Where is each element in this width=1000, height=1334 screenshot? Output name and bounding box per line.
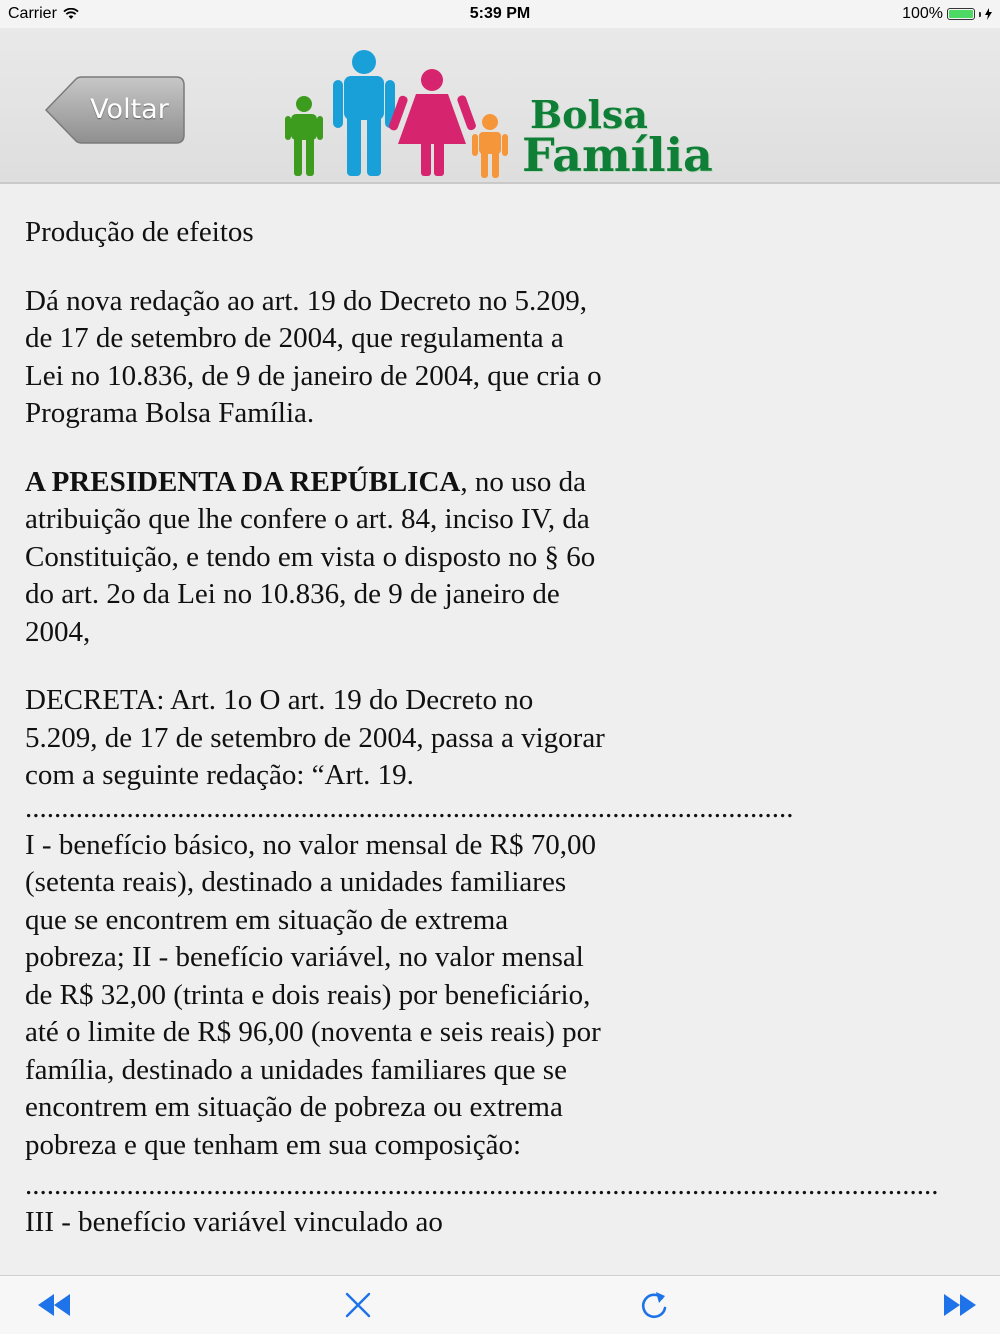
document-content	[25, 214, 985, 1274]
paragraph-beneficios: I - benefício básico, no valor mensal de R$ 70,00 (setenta reais), destinado a unidades familiares que se encontrem em situação de extrema pobreza; II - benefício variável, no valor mensal de R$ 32,00 (trinta e dois reais) por beneficiário, até o limite de R$ 96,00 (noventa e seis reais) por família, destinado a unidades familiares que se encontrem em situação de pobreza ou extrema pobreza e que tenham em sua composição:	[25, 828, 601, 1161]
rewind-icon	[36, 1288, 76, 1322]
paragraph-ementa: Dá nova redação ao art. 19 do Decreto no 5.209, de 17 de setembro de 2004, que regulamenta a Lei no 10.836, de 9 de janeiro de 2004, que cria o Programa Bolsa Família.	[25, 284, 602, 429]
close-button[interactable]	[338, 1288, 378, 1322]
fast-forward-icon	[938, 1288, 978, 1322]
bottom-toolbar	[0, 1275, 1000, 1334]
battery-icon	[947, 8, 975, 20]
document-heading: Produção de efeitos	[25, 216, 254, 248]
battery-tip	[979, 12, 981, 17]
logo-word-familia: Família	[522, 128, 713, 182]
dotted-separator-2: ..............................................................................................................................	[25, 1172, 939, 1198]
paragraph-preamble	[25, 464, 605, 652]
back-button[interactable]	[44, 76, 185, 144]
carrier-label: Carrier	[8, 5, 57, 22]
preamble-text: , no uso da atribuição que lhe confere o art. 84, inciso IV, da Constituição, e tendo em vista o disposto no § 6o do art. 2o da Lei no 10.836, de 9 de janeiro de 2004,	[25, 465, 596, 648]
header-banner	[0, 28, 1000, 184]
refresh-icon	[634, 1288, 674, 1322]
refresh-button[interactable]	[634, 1288, 674, 1322]
battery-area	[902, 5, 992, 23]
status-bar	[0, 0, 1000, 28]
paragraph-beneficio-variavel: III - benefício variável vinculado ao	[25, 1206, 443, 1238]
close-icon	[338, 1288, 378, 1322]
rewind-button[interactable]	[36, 1288, 76, 1322]
battery-percentage: 100%	[902, 5, 943, 22]
bolsa-familia-logo	[282, 48, 722, 180]
preamble-bold-text: A PRESIDENTA DA REPÚBLICA	[25, 465, 461, 498]
dotted-separator-1: ..........................................................................................................	[25, 794, 794, 821]
paragraph-decreta: DECRETA: Art. 1o O art. 19 do Decreto no 5.209, de 17 de setembro de 2004, passa a vigorar com a seguinte redação: “Art. 19.	[25, 684, 605, 791]
family-figures-icon	[282, 48, 522, 180]
charging-bolt-icon	[985, 8, 992, 20]
status-time: 5:39 PM	[469, 5, 531, 22]
fast-forward-button[interactable]	[938, 1288, 978, 1322]
logo-word-bolsa: Bolsa	[530, 92, 648, 137]
back-button-label: Voltar	[90, 94, 169, 125]
